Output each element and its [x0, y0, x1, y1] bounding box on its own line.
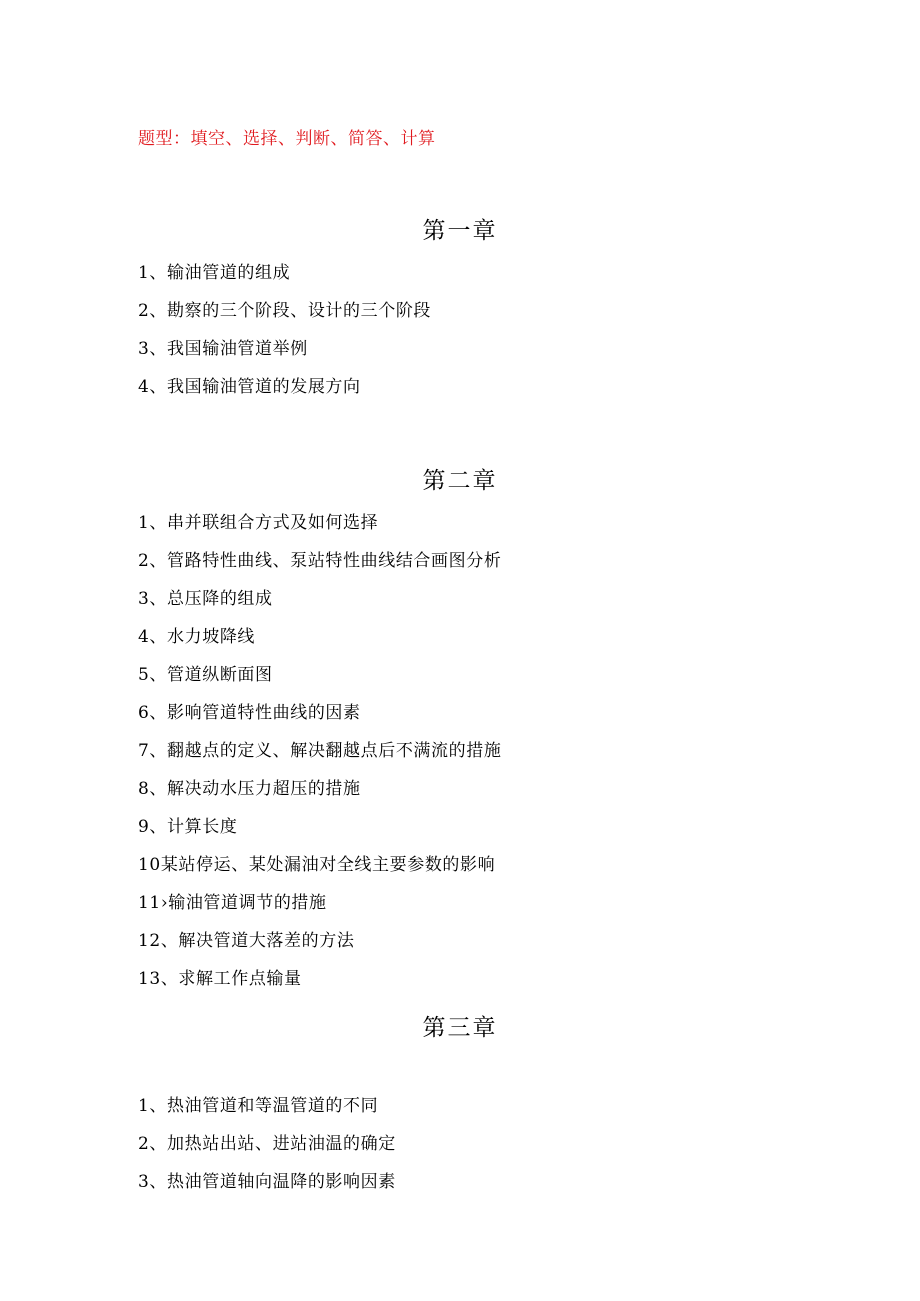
chapter-3-item: 3、热油管道轴向温降的影响因素 [138, 1172, 396, 1192]
chapter-2-item: 12、解决管道大落差的方法 [138, 931, 355, 951]
chapter-2-item: 4、水力坡降线 [138, 627, 256, 647]
chapter-2-item: 10某站停运、某处漏油对全线主要参数的影响 [138, 855, 496, 875]
chapter-1-item: 4、我国输油管道的发展方向 [138, 377, 361, 397]
chapter-2-item: 9、计算长度 [138, 817, 238, 837]
chapter-2-item: 6、影响管道特性曲线的因素 [138, 703, 361, 723]
chapter-2-item: 2、管路特性曲线、泵站特性曲线结合画图分析 [138, 551, 502, 571]
chapter-2-item: 3、总压降的组成 [138, 589, 273, 609]
chapter-2-item: 7、翻越点的定义、解决翻越点后不满流的措施 [138, 741, 502, 761]
chapter-2-title: 第二章 [422, 468, 498, 494]
question-types-note: 题型：填空、选择、判断、简答、计算 [138, 129, 436, 149]
chapter-2-item: 5、管道纵断面图 [138, 665, 273, 685]
chapter-1-title: 第一章 [422, 218, 498, 244]
chapter-3-item: 2、加热站出站、进站油温的确定 [138, 1134, 396, 1154]
chapter-2-item: 11›输油管道调节的措施 [138, 893, 327, 913]
chapter-2-item: 8、解决动水压力超压的措施 [138, 779, 361, 799]
chapter-1-item: 3、我国输油管道举例 [138, 339, 308, 359]
chapter-1-item: 2、勘察的三个阶段、设计的三个阶段 [138, 301, 432, 321]
chapter-1-item: 1、输油管道的组成 [138, 263, 291, 283]
chapter-3-item: 1、热油管道和等温管道的不同 [138, 1096, 379, 1116]
chapter-3-title: 第三章 [422, 1015, 498, 1041]
chapter-2-item: 1、串并联组合方式及如何选择 [138, 513, 379, 533]
chapter-2-item: 13、求解工作点输量 [138, 969, 302, 989]
